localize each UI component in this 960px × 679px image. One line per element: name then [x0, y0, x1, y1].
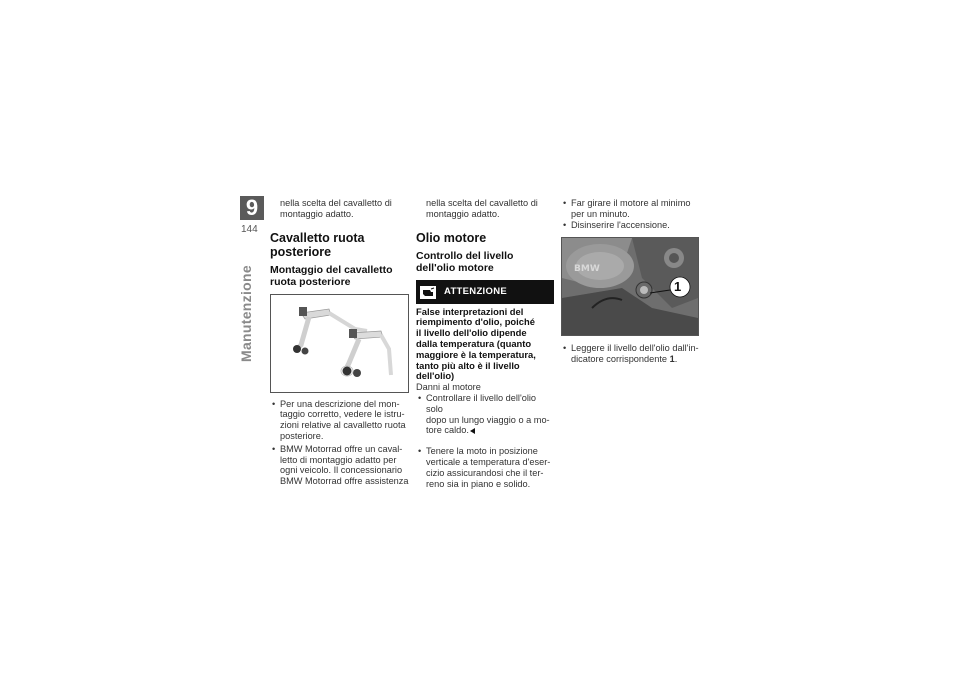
section-side-label: Manutenzione [238, 265, 254, 362]
column-3 [561, 198, 701, 365]
warning-line: maggiore è la temperatura, [416, 348, 536, 360]
text-line: montaggio adatto. [280, 208, 354, 219]
callout-number: 1 [674, 279, 682, 295]
bullet-line: • Controllare il livello dell'olio solo [416, 393, 554, 415]
column-1 [270, 198, 410, 487]
warning-consequence: Danni al motore [416, 382, 481, 393]
text-line: verticale a temperatura d'eser- [426, 456, 551, 467]
warning-line: False interpretazioni del [416, 305, 524, 317]
oil-level-image [561, 237, 699, 336]
column-2 [416, 198, 554, 489]
rear-stand-illustration [271, 295, 408, 392]
warning-title: ATTENZIONE [444, 286, 507, 298]
end-marker-icon [470, 428, 475, 434]
text-line: cizio assicurandosi che il ter- [426, 467, 544, 478]
bullet-motore-minimo [561, 198, 701, 220]
text-line: ogni veicolo. Il concessionario [280, 465, 403, 476]
text-span: dicatore corrispondente [571, 354, 670, 365]
bullet-posizione [416, 446, 554, 489]
text-line: posteriore. [280, 430, 324, 441]
bullet-line: • Leggere il livello dell'olio dall'in- [561, 343, 701, 354]
text-line: per un minuto. [571, 208, 630, 219]
bullet-leggere-livello [561, 343, 701, 365]
bullet-line: • Far girare il motore al minimo [561, 198, 701, 209]
warning-bold-text [416, 307, 554, 383]
text-line: dopo un lungo viaggio o a mo- [426, 414, 550, 425]
heading-cavalletto [270, 231, 410, 259]
subheading-montaggio [270, 264, 410, 289]
svg-text:BMW: BMW [574, 264, 600, 275]
bullet-line: • Tenere la moto in posizione [416, 446, 554, 457]
text-line: BMW Motorrad offre assistenza [280, 476, 409, 487]
text-line [561, 354, 701, 365]
heading-olio-motore: Olio motore [416, 230, 487, 245]
subheading-line: dell'olio motore [416, 262, 494, 275]
text-line-end [416, 425, 554, 436]
text-line: montaggio adatto. [426, 208, 500, 219]
warning-line: dalla temperatura (quanto [416, 337, 532, 349]
text-span: . [674, 354, 678, 365]
callout-reference: 1 [669, 354, 675, 365]
text-line: taggio corretto, vedere le istru- [280, 409, 405, 420]
warning-line: tanto più alto è il livello [416, 359, 520, 371]
text-line: reno sia in piano e solido. [426, 478, 531, 489]
bullet-bmw-motorrad [270, 444, 410, 487]
subheading-controllo [416, 250, 554, 275]
bullet-accensione: • Disinserire l'accensione. [561, 220, 701, 231]
text-span: tore caldo. [426, 425, 469, 436]
subheading-line: ruota posteriore [270, 276, 351, 289]
bullet-line: • BMW Motorrad offre un caval- [270, 444, 410, 455]
column-1-intro [270, 198, 410, 220]
text-line: letto di montaggio adatto per [280, 454, 397, 465]
warning-engine-icon [420, 286, 436, 298]
subheading-line: Controllo del livello [416, 249, 514, 262]
text-line: nella scelta del cavalletto di [280, 198, 392, 208]
warning-line: il livello dell'olio dipende [416, 327, 527, 339]
text-line: zioni relative al cavalletto ruota [280, 420, 406, 431]
warning-line: riempimento d'olio, poiché [416, 316, 535, 328]
rear-stand-image [270, 294, 409, 393]
chapter-number: 9 [240, 196, 264, 220]
warning-line: dell'olio) [416, 370, 455, 382]
heading-line: Cavalletto ruota [270, 230, 365, 245]
text-line: nella scelta del cavalletto di [426, 198, 538, 208]
heading-line: posteriore [270, 244, 332, 259]
warning-bullet [416, 393, 554, 436]
bullet-line: • Per una descrizione del mon- [270, 399, 410, 410]
warning-banner [416, 280, 554, 304]
bullet-descrizione [270, 399, 410, 442]
subheading-line: Montaggio del cavalletto [270, 263, 393, 276]
column-2-intro [416, 198, 554, 220]
page-number: 144 [241, 224, 258, 235]
